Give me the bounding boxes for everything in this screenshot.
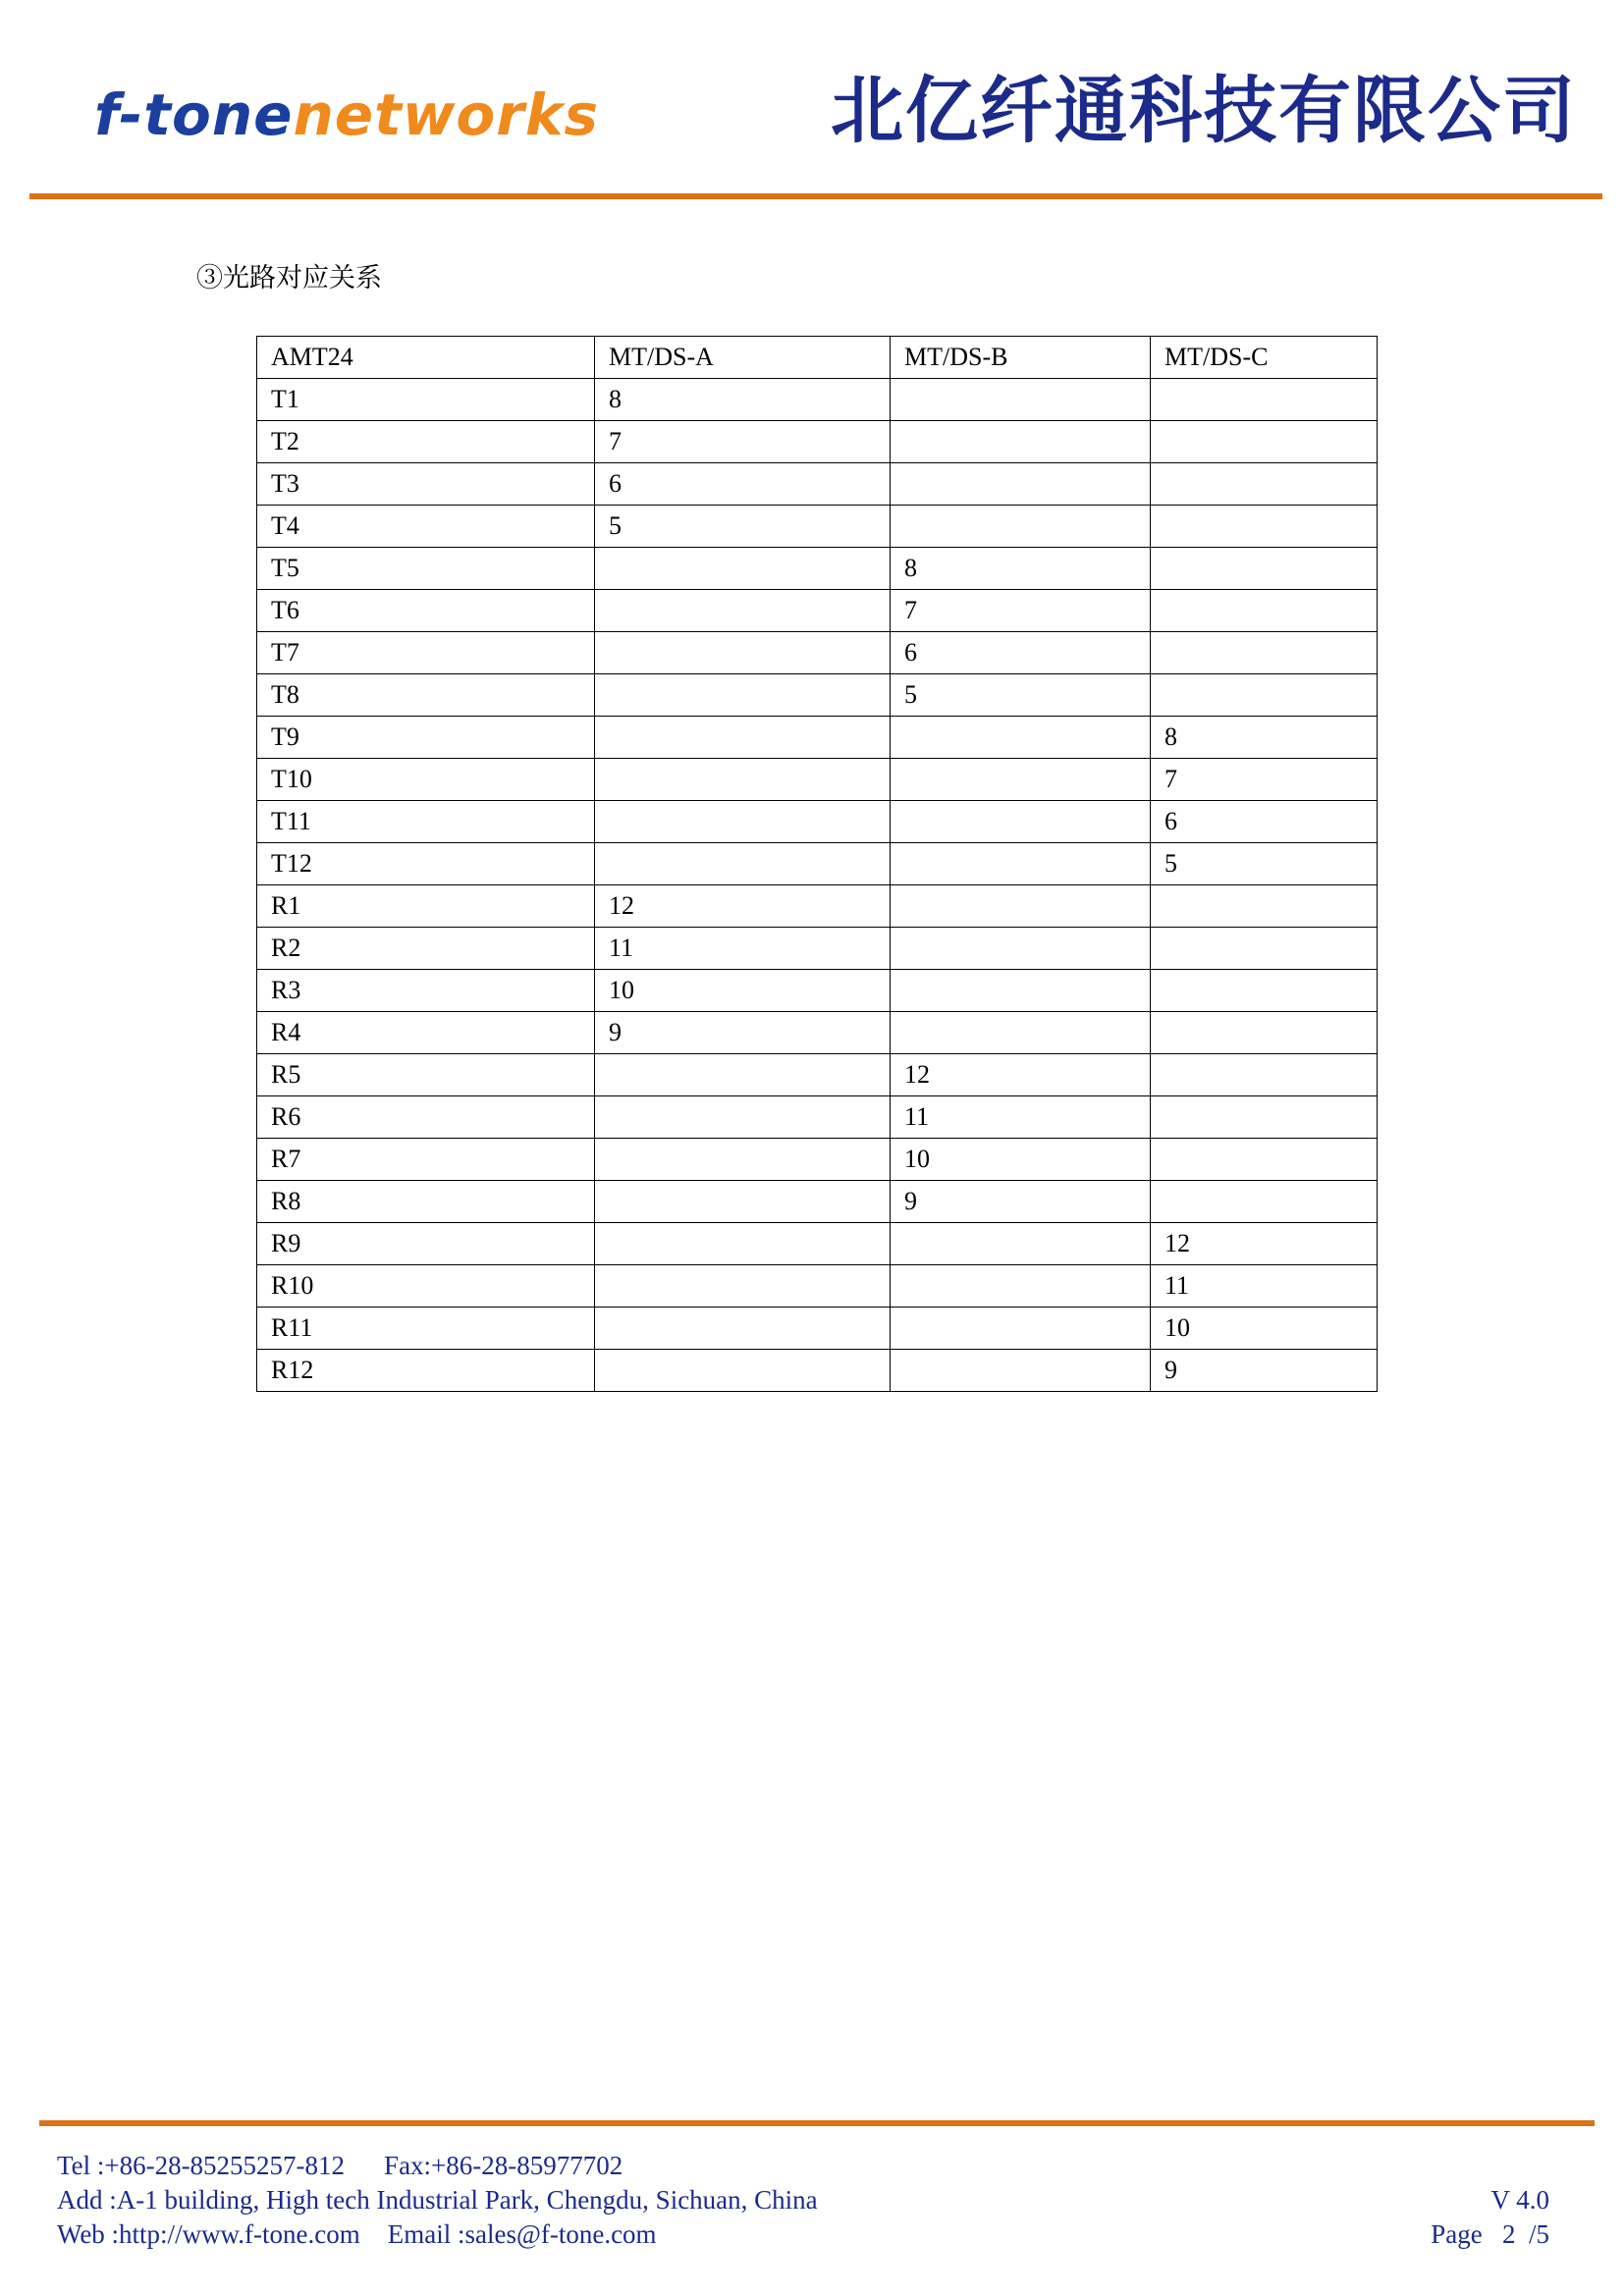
table-cell: 5 [891, 674, 1151, 717]
table-row [257, 801, 1378, 843]
footer-page-number: Page 2 /5 [1431, 2219, 1549, 2249]
header-divider [29, 193, 1602, 199]
table-cell: 7 [891, 590, 1151, 632]
table-cell: R9 [257, 1223, 595, 1265]
table-cell: R6 [257, 1096, 595, 1139]
header-cell: MT/DS-A [595, 337, 891, 379]
table-row [257, 1096, 1378, 1139]
table-row [257, 1054, 1378, 1096]
table-cell: 12 [1151, 1223, 1378, 1265]
table-cell: 8 [891, 548, 1151, 590]
table-cell: 5 [595, 506, 891, 548]
logo-text-part1: f-tone [94, 81, 294, 148]
table-cell [595, 590, 891, 632]
table-cell: 5 [1151, 843, 1378, 885]
table-cell: R8 [257, 1181, 595, 1223]
footer-fax: Fax:+86-28-85977702 [384, 2151, 623, 2180]
table-cell [891, 801, 1151, 843]
footer-web: Web :http://www.f-tone.com [57, 2219, 360, 2249]
table-cell: 6 [891, 632, 1151, 674]
table-row [257, 1350, 1378, 1392]
table-cell [891, 843, 1151, 885]
table-cell: T7 [257, 632, 595, 674]
table-cell [891, 928, 1151, 970]
table-cell: 10 [595, 970, 891, 1012]
table-cell [595, 1054, 891, 1096]
table-cell: T1 [257, 379, 595, 421]
table-row [257, 506, 1378, 548]
table-cell: R10 [257, 1265, 595, 1308]
table-cell: R7 [257, 1139, 595, 1181]
footer-meta [1431, 2183, 1549, 2252]
table-cell: 11 [891, 1096, 1151, 1139]
table-cell: T8 [257, 674, 595, 717]
header-cell: AMT24 [257, 337, 595, 379]
footer-version: V 4.0 [1490, 2185, 1549, 2215]
table-cell: R11 [257, 1308, 595, 1350]
table-cell [595, 1096, 891, 1139]
table-cell [891, 421, 1151, 463]
footer-tel: Tel :+86-28-85255257-812 [57, 2151, 346, 2180]
table-cell [595, 801, 891, 843]
table-cell [891, 717, 1151, 759]
table-row [257, 970, 1378, 1012]
table-row [257, 1181, 1378, 1223]
table-cell [1151, 1054, 1378, 1096]
table-row [257, 632, 1378, 674]
table-cell [891, 885, 1151, 928]
table-cell: 12 [595, 885, 891, 928]
table-cell: T2 [257, 421, 595, 463]
company-name: 北亿纤通科技有限公司 [831, 69, 1577, 153]
table-cell [595, 1265, 891, 1308]
header-cell: MT/DS-B [891, 337, 1151, 379]
header-cell: MT/DS-C [1151, 337, 1378, 379]
table-row [257, 1012, 1378, 1054]
table-row [257, 717, 1378, 759]
table-cell [595, 1223, 891, 1265]
fiber-mapping-table [256, 336, 1378, 1392]
table-cell: 8 [1151, 717, 1378, 759]
table-cell [1151, 590, 1378, 632]
table-cell [1151, 632, 1378, 674]
table-cell [1151, 506, 1378, 548]
table-cell [891, 759, 1151, 801]
table-cell [891, 379, 1151, 421]
table-cell [891, 970, 1151, 1012]
table-cell: 6 [1151, 801, 1378, 843]
table-cell [1151, 1139, 1378, 1181]
table-row [257, 759, 1378, 801]
section-title: ③光路对应关系 [196, 263, 382, 294]
table-cell: R5 [257, 1054, 595, 1096]
table-row [257, 379, 1378, 421]
table-cell [891, 1265, 1151, 1308]
table-row [257, 421, 1378, 463]
table-cell [1151, 1096, 1378, 1139]
table-cell: 11 [1151, 1265, 1378, 1308]
table-cell: 12 [891, 1054, 1151, 1096]
table-cell [595, 843, 891, 885]
footer-contact [57, 2149, 818, 2252]
table-cell: 9 [1151, 1350, 1378, 1392]
table-cell: R12 [257, 1350, 595, 1392]
table-cell: 8 [595, 379, 891, 421]
footer-divider [39, 2120, 1595, 2126]
table-cell: 10 [891, 1139, 1151, 1181]
table-cell [595, 717, 891, 759]
table-cell: 7 [1151, 759, 1378, 801]
table-cell [595, 674, 891, 717]
table-cell: 9 [891, 1181, 1151, 1223]
table-cell [595, 548, 891, 590]
table-row [257, 928, 1378, 970]
table-cell: T11 [257, 801, 595, 843]
table-cell: T4 [257, 506, 595, 548]
table-cell [595, 1181, 891, 1223]
table-row [257, 885, 1378, 928]
table-cell [1151, 463, 1378, 506]
table-cell [891, 1223, 1151, 1265]
table-cell [1151, 928, 1378, 970]
table-cell [891, 506, 1151, 548]
table-row [257, 1139, 1378, 1181]
table-cell: 7 [595, 421, 891, 463]
table-cell [1151, 885, 1378, 928]
table-cell: R2 [257, 928, 595, 970]
table-cell [891, 463, 1151, 506]
table-row [257, 1265, 1378, 1308]
table-cell [891, 1012, 1151, 1054]
table-cell: T6 [257, 590, 595, 632]
footer-address: Add :A-1 building, High tech Industrial Park, Chengdu, Sichuan, China [57, 2185, 818, 2215]
table-cell: T10 [257, 759, 595, 801]
table-cell: 9 [595, 1012, 891, 1054]
table-cell [891, 1308, 1151, 1350]
table-cell [1151, 548, 1378, 590]
table-cell [595, 1139, 891, 1181]
table-cell [1151, 1012, 1378, 1054]
table-cell [595, 1350, 891, 1392]
table-cell: R1 [257, 885, 595, 928]
table-cell: T3 [257, 463, 595, 506]
company-logo [94, 81, 599, 148]
table-cell: T9 [257, 717, 595, 759]
table-cell [891, 1350, 1151, 1392]
footer-email: Email :sales@f-tone.com [387, 2219, 657, 2249]
table-row [257, 590, 1378, 632]
table-cell: T5 [257, 548, 595, 590]
table-cell: 10 [1151, 1308, 1378, 1350]
table-row [257, 463, 1378, 506]
table-cell [595, 759, 891, 801]
table-cell: R4 [257, 1012, 595, 1054]
table-cell [1151, 421, 1378, 463]
table-cell [1151, 970, 1378, 1012]
table-cell: R3 [257, 970, 595, 1012]
table-cell [1151, 1181, 1378, 1223]
table-cell: 11 [595, 928, 891, 970]
table-row [257, 674, 1378, 717]
table-cell: 6 [595, 463, 891, 506]
table-row [257, 1308, 1378, 1350]
logo-text-part2: networks [293, 81, 599, 148]
table-cell [1151, 379, 1378, 421]
table-row [257, 1223, 1378, 1265]
table-row [257, 548, 1378, 590]
table-header-row [257, 337, 1378, 379]
table-cell [595, 632, 891, 674]
table-cell: T12 [257, 843, 595, 885]
table-cell [595, 1308, 891, 1350]
table-cell [1151, 674, 1378, 717]
table-row [257, 843, 1378, 885]
